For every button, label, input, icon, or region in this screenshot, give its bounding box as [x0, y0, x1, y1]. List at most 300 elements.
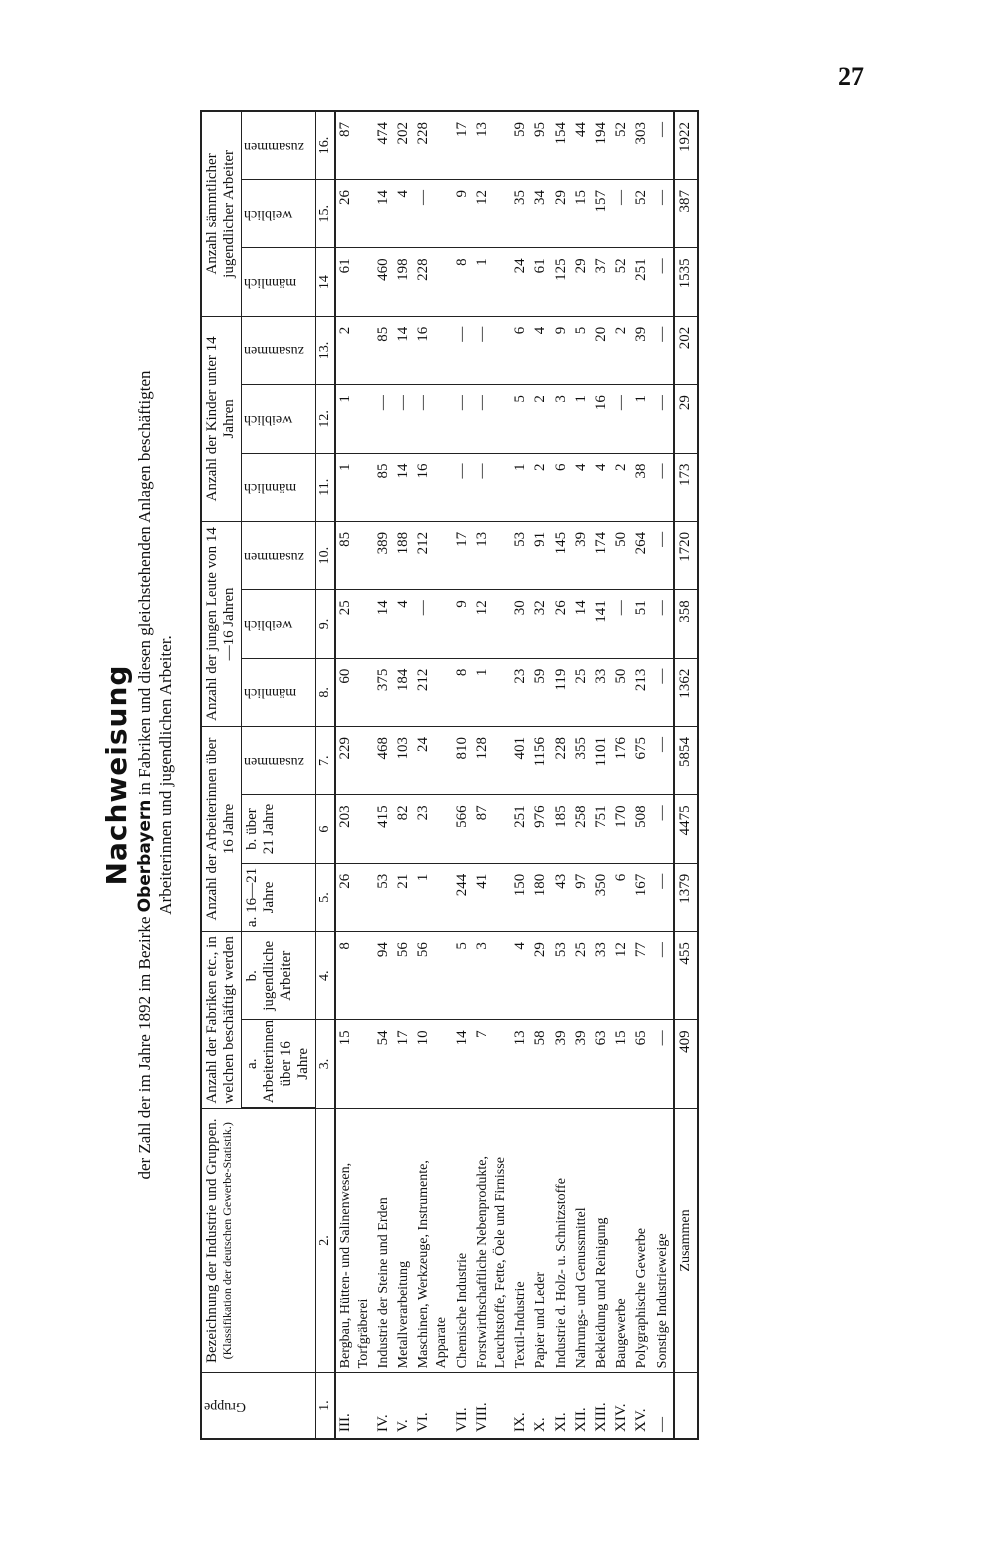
row-value-c11: 4 — [592, 453, 612, 521]
row-value-c3: — — [653, 1020, 674, 1108]
row-value-c8: 375 — [374, 658, 394, 726]
row-value-c4: 25 — [572, 932, 592, 1020]
row-value-c16: 13 — [473, 111, 511, 180]
header-kinder: Anzahl der Kinder unter 14 Jahren — [201, 316, 241, 521]
row-value-c16: 154 — [552, 111, 572, 180]
row-value-c16: 228 — [414, 111, 452, 180]
header-jung-maennlich: männlich — [241, 658, 315, 726]
row-value-c10: 212 — [414, 521, 452, 589]
row-value-c8: — — [653, 658, 674, 726]
row-industry-name: Chemische Industrie — [453, 1108, 473, 1373]
row-value-c6: 87 — [473, 795, 511, 863]
row-value-c7: 468 — [374, 727, 394, 795]
row-value-c15: 4 — [394, 180, 414, 248]
row-value-c3: 7 — [473, 1020, 511, 1108]
row-industry-name: Bergbau, Hütten- und Salinenwesen, Torfgräberei — [335, 1108, 374, 1373]
column-number: 6 — [315, 795, 335, 863]
row-value-c14: 228 — [414, 248, 452, 316]
row-value-c7: 1101 — [592, 727, 612, 795]
row-value-c5: 244 — [453, 863, 473, 931]
row-gruppe: XIII. — [592, 1373, 612, 1439]
row-value-c5: 150 — [511, 863, 531, 931]
row-value-c10: 13 — [473, 521, 511, 589]
row-value-c4: — — [653, 932, 674, 1020]
row-value-c13: 14 — [394, 316, 414, 384]
row-value-c14: 251 — [632, 248, 652, 316]
row-value-c15: — — [414, 180, 452, 248]
row-value-c4: 3 — [473, 932, 511, 1020]
row-value-c10: 145 — [552, 521, 572, 589]
row-value-c5: 41 — [473, 863, 511, 931]
table-row — [632, 111, 652, 1439]
row-gruppe: X. — [531, 1373, 551, 1439]
table-row — [572, 111, 592, 1439]
header-bezeichnung — [201, 1108, 315, 1373]
column-number: 7. — [315, 727, 335, 795]
row-value-c13: 5 — [572, 316, 592, 384]
row-value-c7: 675 — [632, 727, 652, 795]
row-value-c16: 59 — [511, 111, 531, 180]
row-value-c4: 8 — [335, 932, 374, 1020]
row-value-c9: 26 — [552, 590, 572, 658]
row-value-c8: 60 — [335, 658, 374, 726]
row-value-c9: 30 — [511, 590, 531, 658]
table-row — [414, 111, 452, 1439]
row-value-c5: 21 — [394, 863, 414, 931]
row-value-c5: 43 — [552, 863, 572, 931]
total-row — [674, 111, 698, 1439]
subtitle-part2: in Fabriken und diesen gleichstehenden Anlagen beschäftigten — [135, 370, 154, 796]
row-value-c7: — — [653, 727, 674, 795]
row-value-c9: 51 — [632, 590, 652, 658]
total-c13: 202 — [674, 316, 698, 384]
header-fabriken: Anzahl der Fabriken etc., in welchen beschäftigt werden — [201, 932, 241, 1108]
klassifikation-label: (Klassifikation der deutschen Gewerbe-Statistik.) — [220, 1122, 235, 1360]
row-value-c3: 63 — [592, 1020, 612, 1108]
row-value-c10: 39 — [572, 521, 592, 589]
header-jung-zusammen: zusammen — [241, 521, 315, 589]
header-saemtliche: Anzahl sämmtlicher jugendlicher Arbeiter — [201, 111, 241, 316]
row-value-c9: 14 — [572, 590, 592, 658]
row-value-c3: 54 — [374, 1020, 394, 1108]
row-industry-name: Bekleidung und Reinigung — [592, 1108, 612, 1373]
total-c9: 358 — [674, 590, 698, 658]
row-value-c15: 29 — [552, 180, 572, 248]
row-value-c14: 460 — [374, 248, 394, 316]
column-number-row — [315, 111, 335, 1439]
total-c11: 173 — [674, 453, 698, 521]
table-row — [335, 111, 374, 1439]
row-gruppe: XII. — [572, 1373, 592, 1439]
row-value-c11: 6 — [552, 453, 572, 521]
column-number: 8. — [315, 658, 335, 726]
row-value-c9: 32 — [531, 590, 551, 658]
column-number: 1. — [315, 1373, 335, 1439]
row-value-c12: — — [394, 385, 414, 453]
table-row — [473, 111, 511, 1439]
row-value-c11: 1 — [511, 453, 531, 521]
column-number: 10. — [315, 521, 335, 589]
row-value-c14: 1 — [473, 248, 511, 316]
row-value-c10: — — [653, 521, 674, 589]
row-value-c12: — — [414, 385, 452, 453]
subtitle-part1: der Zahl der im Jahre 1892 im Bezirke — [135, 916, 154, 1180]
row-value-c3: 58 — [531, 1020, 551, 1108]
row-value-c11: — — [653, 453, 674, 521]
row-value-c13: 16 — [414, 316, 452, 384]
row-value-c16: 194 — [592, 111, 612, 180]
row-value-c13: 2 — [612, 316, 632, 384]
row-value-c11: 16 — [414, 453, 452, 521]
total-c10: 1720 — [674, 521, 698, 589]
header-saem-maennlich: männlich — [241, 248, 315, 316]
row-value-c5: 167 — [632, 863, 652, 931]
row-value-c13: — — [473, 316, 511, 384]
column-number: 4. — [315, 932, 335, 1020]
row-value-c12: 1 — [572, 385, 592, 453]
row-value-c6: 508 — [632, 795, 652, 863]
row-value-c9: 25 — [335, 590, 374, 658]
header-saem-weiblich: weiblich — [241, 180, 315, 248]
row-gruppe: IV. — [374, 1373, 394, 1439]
subtitle-region: Oberbayern — [135, 799, 155, 913]
row-value-c7: 228 — [552, 727, 572, 795]
header-fab-b: b. jugendliche Arbeiter — [241, 932, 315, 1020]
row-value-c6: 203 — [335, 795, 374, 863]
row-value-c11: — — [453, 453, 473, 521]
row-value-c7: 401 — [511, 727, 531, 795]
row-value-c14: 29 — [572, 248, 592, 316]
header-arbeiterinnen: Anzahl der Arbeiterinnen über 16 Jahre — [201, 727, 241, 932]
total-c5: 1379 — [674, 863, 698, 931]
header-kind-zusammen: zusammen — [241, 316, 315, 384]
row-value-c14: 24 — [511, 248, 531, 316]
row-value-c12: 5 — [511, 385, 531, 453]
header-kind-weiblich: weiblich — [241, 385, 315, 453]
column-number: 16. — [315, 111, 335, 180]
row-gruppe: XV. — [632, 1373, 652, 1439]
row-value-c3: 13 — [511, 1020, 531, 1108]
table-body — [335, 111, 674, 1439]
row-value-c12: 16 — [592, 385, 612, 453]
row-value-c3: 14 — [453, 1020, 473, 1108]
row-value-c5: 1 — [414, 863, 452, 931]
row-value-c16: 202 — [394, 111, 414, 180]
row-value-c14: 52 — [612, 248, 632, 316]
total-gruppe — [674, 1373, 698, 1439]
page-title: Nachweisung — [100, 664, 133, 886]
row-value-c14: — — [653, 248, 674, 316]
table-row — [592, 111, 612, 1439]
row-value-c7: 24 — [414, 727, 452, 795]
header-arb-a: a. 16—21 Jahre — [241, 863, 315, 931]
table-row — [531, 111, 551, 1439]
column-number: 13. — [315, 316, 335, 384]
row-value-c16: 44 — [572, 111, 592, 180]
total-c7: 5854 — [674, 727, 698, 795]
total-c14: 1535 — [674, 248, 698, 316]
row-value-c15: 34 — [531, 180, 551, 248]
header-jung-weiblich: weiblich — [241, 590, 315, 658]
row-value-c11: 38 — [632, 453, 652, 521]
total-c4: 455 — [674, 932, 698, 1020]
column-number: 2. — [315, 1108, 335, 1373]
row-value-c12: — — [473, 385, 511, 453]
row-value-c8: 119 — [552, 658, 572, 726]
row-value-c12: — — [453, 385, 473, 453]
row-value-c15: 9 — [453, 180, 473, 248]
column-number: 14 — [315, 248, 335, 316]
header-fab-a: a. Arbeiterinnen über 16 Jahre — [241, 1020, 315, 1108]
row-value-c8: 184 — [394, 658, 414, 726]
row-value-c16: 303 — [632, 111, 652, 180]
table-row — [394, 111, 414, 1439]
column-number: 12. — [315, 385, 335, 453]
row-value-c13: 20 — [592, 316, 612, 384]
table-row — [552, 111, 572, 1439]
row-value-c12: — — [374, 385, 394, 453]
column-number: 15. — [315, 180, 335, 248]
row-value-c5: 53 — [374, 863, 394, 931]
row-value-c7: 229 — [335, 727, 374, 795]
row-industry-name: Sonstige Industrieweige — [653, 1108, 674, 1373]
row-value-c15: 14 — [374, 180, 394, 248]
row-value-c12: 3 — [552, 385, 572, 453]
row-value-c4: 53 — [552, 932, 572, 1020]
row-value-c11: 85 — [374, 453, 394, 521]
row-value-c15: 26 — [335, 180, 374, 248]
row-value-c6: 251 — [511, 795, 531, 863]
row-value-c8: 8 — [453, 658, 473, 726]
row-value-c15: — — [612, 180, 632, 248]
row-industry-name: Industrie d. Holz- u. Schnitzstoffe — [552, 1108, 572, 1373]
row-value-c8: 50 — [612, 658, 632, 726]
row-value-c8: 1 — [473, 658, 511, 726]
header-jungen-leute: Anzahl der jungen Leute von 14—16 Jahren — [201, 521, 241, 726]
row-value-c7: 128 — [473, 727, 511, 795]
row-value-c4: 77 — [632, 932, 652, 1020]
row-value-c15: 157 — [592, 180, 612, 248]
row-value-c6: — — [653, 795, 674, 863]
total-c6: 4475 — [674, 795, 698, 863]
row-value-c12: 1 — [632, 385, 652, 453]
row-industry-name: Baugewerbe — [612, 1108, 632, 1373]
subtitle-line-1 — [135, 110, 155, 1440]
row-value-c11: — — [473, 453, 511, 521]
row-value-c12: — — [612, 385, 632, 453]
total-c16: 1922 — [674, 111, 698, 180]
table-row — [653, 111, 674, 1439]
column-number: 3. — [315, 1020, 335, 1108]
rotated-page-content — [100, 110, 890, 1440]
row-value-c9: 12 — [473, 590, 511, 658]
row-value-c7: 103 — [394, 727, 414, 795]
row-value-c3: 10 — [414, 1020, 452, 1108]
row-value-c10: 50 — [612, 521, 632, 589]
header-arb-b: b. über 21 Jahre — [241, 795, 315, 863]
row-gruppe: VI. — [414, 1373, 452, 1439]
row-gruppe: — — [653, 1373, 674, 1439]
row-value-c9: — — [414, 590, 452, 658]
row-value-c6: 415 — [374, 795, 394, 863]
row-value-c13: 6 — [511, 316, 531, 384]
row-value-c16: 87 — [335, 111, 374, 180]
row-value-c14: 8 — [453, 248, 473, 316]
row-value-c10: 188 — [394, 521, 414, 589]
row-value-c4: 12 — [612, 932, 632, 1020]
row-value-c7: 176 — [612, 727, 632, 795]
row-value-c4: 4 — [511, 932, 531, 1020]
row-industry-name: Nahrungs- und Genussmittel — [572, 1108, 592, 1373]
row-value-c8: 213 — [632, 658, 652, 726]
row-value-c5: 350 — [592, 863, 612, 931]
row-value-c6: 82 — [394, 795, 414, 863]
row-value-c6: 258 — [572, 795, 592, 863]
row-value-c11: 4 — [572, 453, 592, 521]
row-value-c16: — — [653, 111, 674, 180]
header-saem-zusammen: zusammen — [241, 111, 315, 180]
row-value-c10: 85 — [335, 521, 374, 589]
row-value-c15: 35 — [511, 180, 531, 248]
row-value-c11: 2 — [531, 453, 551, 521]
row-value-c5: 26 — [335, 863, 374, 931]
column-number: 11. — [315, 453, 335, 521]
row-value-c7: 810 — [453, 727, 473, 795]
row-value-c15: — — [653, 180, 674, 248]
row-value-c8: 25 — [572, 658, 592, 726]
row-value-c14: 198 — [394, 248, 414, 316]
row-value-c6: 185 — [552, 795, 572, 863]
row-value-c10: 174 — [592, 521, 612, 589]
row-gruppe: XIV. — [612, 1373, 632, 1439]
total-c8: 1362 — [674, 658, 698, 726]
row-value-c15: 15 — [572, 180, 592, 248]
row-value-c14: 37 — [592, 248, 612, 316]
total-c15: 387 — [674, 180, 698, 248]
row-value-c15: 52 — [632, 180, 652, 248]
row-value-c6: 566 — [453, 795, 473, 863]
row-value-c7: 1156 — [531, 727, 551, 795]
header-gruppe: Gruppe — [201, 1373, 315, 1439]
row-value-c11: 2 — [612, 453, 632, 521]
row-value-c12: 1 — [335, 385, 374, 453]
row-value-c4: 29 — [531, 932, 551, 1020]
row-value-c4: 56 — [414, 932, 452, 1020]
row-gruppe: V. — [394, 1373, 414, 1439]
row-value-c5: 97 — [572, 863, 592, 931]
row-value-c12: 2 — [531, 385, 551, 453]
row-value-c6: 976 — [531, 795, 551, 863]
header-kind-maennlich: männlich — [241, 453, 315, 521]
row-value-c8: 212 — [414, 658, 452, 726]
row-value-c3: 39 — [552, 1020, 572, 1108]
row-value-c9: — — [653, 590, 674, 658]
row-value-c4: 56 — [394, 932, 414, 1020]
row-value-c10: 53 — [511, 521, 531, 589]
row-value-c10: 91 — [531, 521, 551, 589]
row-value-c9: 141 — [592, 590, 612, 658]
row-value-c3: 15 — [335, 1020, 374, 1108]
row-value-c8: 59 — [531, 658, 551, 726]
total-c12: 29 — [674, 385, 698, 453]
row-value-c14: 61 — [531, 248, 551, 316]
row-value-c13: 2 — [335, 316, 374, 384]
row-value-c14: 61 — [335, 248, 374, 316]
row-value-c13: 4 — [531, 316, 551, 384]
row-value-c9: 4 — [394, 590, 414, 658]
row-industry-name: Papier und Leder — [531, 1108, 551, 1373]
row-value-c16: 17 — [453, 111, 473, 180]
row-value-c5: — — [653, 863, 674, 931]
row-gruppe: IX. — [511, 1373, 531, 1439]
row-industry-name: Polygraphische Gewerbe — [632, 1108, 652, 1373]
table-row — [612, 111, 632, 1439]
row-value-c6: 751 — [592, 795, 612, 863]
row-value-c9: 14 — [374, 590, 394, 658]
row-value-c12: — — [653, 385, 674, 453]
column-number: 5. — [315, 863, 335, 931]
row-value-c16: 95 — [531, 111, 551, 180]
row-value-c10: 264 — [632, 521, 652, 589]
row-value-c6: 170 — [612, 795, 632, 863]
row-value-c13: 85 — [374, 316, 394, 384]
row-gruppe: VII. — [453, 1373, 473, 1439]
page-number: 27 — [838, 62, 864, 91]
header-arb-zusammen: zusammen — [241, 727, 315, 795]
row-industry-name: Forstwirthschaftliche Nebenprodukte, Leuchtstoffe, Fette, Öele und Firnisse — [473, 1108, 511, 1373]
row-industry-name: Maschinen, Werkzeuge, Instrumente, Apparate — [414, 1108, 452, 1373]
title-block — [100, 110, 195, 1440]
row-value-c3: 39 — [572, 1020, 592, 1108]
row-industry-name: Metallverarbeitung — [394, 1108, 414, 1373]
row-value-c3: 15 — [612, 1020, 632, 1108]
row-gruppe: III. — [335, 1373, 374, 1439]
row-value-c6: 23 — [414, 795, 452, 863]
row-value-c16: 474 — [374, 111, 394, 180]
row-value-c9: 9 — [453, 590, 473, 658]
row-value-c4: 33 — [592, 932, 612, 1020]
row-value-c10: 17 — [453, 521, 473, 589]
row-value-c5: 6 — [612, 863, 632, 931]
row-value-c10: 389 — [374, 521, 394, 589]
row-value-c11: 14 — [394, 453, 414, 521]
row-value-c11: 1 — [335, 453, 374, 521]
row-industry-name: Textil-Industrie — [511, 1108, 531, 1373]
bezeichnung-label: Bezeichnung der Industrie und Gruppen. — [204, 1118, 220, 1363]
row-gruppe: VIII. — [473, 1373, 511, 1439]
row-value-c15: 12 — [473, 180, 511, 248]
row-value-c4: 5 — [453, 932, 473, 1020]
row-value-c3: 17 — [394, 1020, 414, 1108]
row-value-c14: 125 — [552, 248, 572, 316]
row-value-c13: 9 — [552, 316, 572, 384]
table-row — [511, 111, 531, 1439]
table-row — [374, 111, 394, 1439]
row-value-c4: 94 — [374, 932, 394, 1020]
row-value-c8: 23 — [511, 658, 531, 726]
row-value-c3: 65 — [632, 1020, 652, 1108]
total-label: Zusammen — [674, 1108, 698, 1373]
column-number: 9. — [315, 590, 335, 658]
row-value-c13: — — [653, 316, 674, 384]
row-value-c13: — — [453, 316, 473, 384]
row-value-c8: 33 — [592, 658, 612, 726]
row-value-c9: — — [612, 590, 632, 658]
row-gruppe: XI. — [552, 1373, 572, 1439]
row-value-c16: 52 — [612, 111, 632, 180]
row-value-c5: 180 — [531, 863, 551, 931]
statistics-table — [200, 110, 699, 1440]
